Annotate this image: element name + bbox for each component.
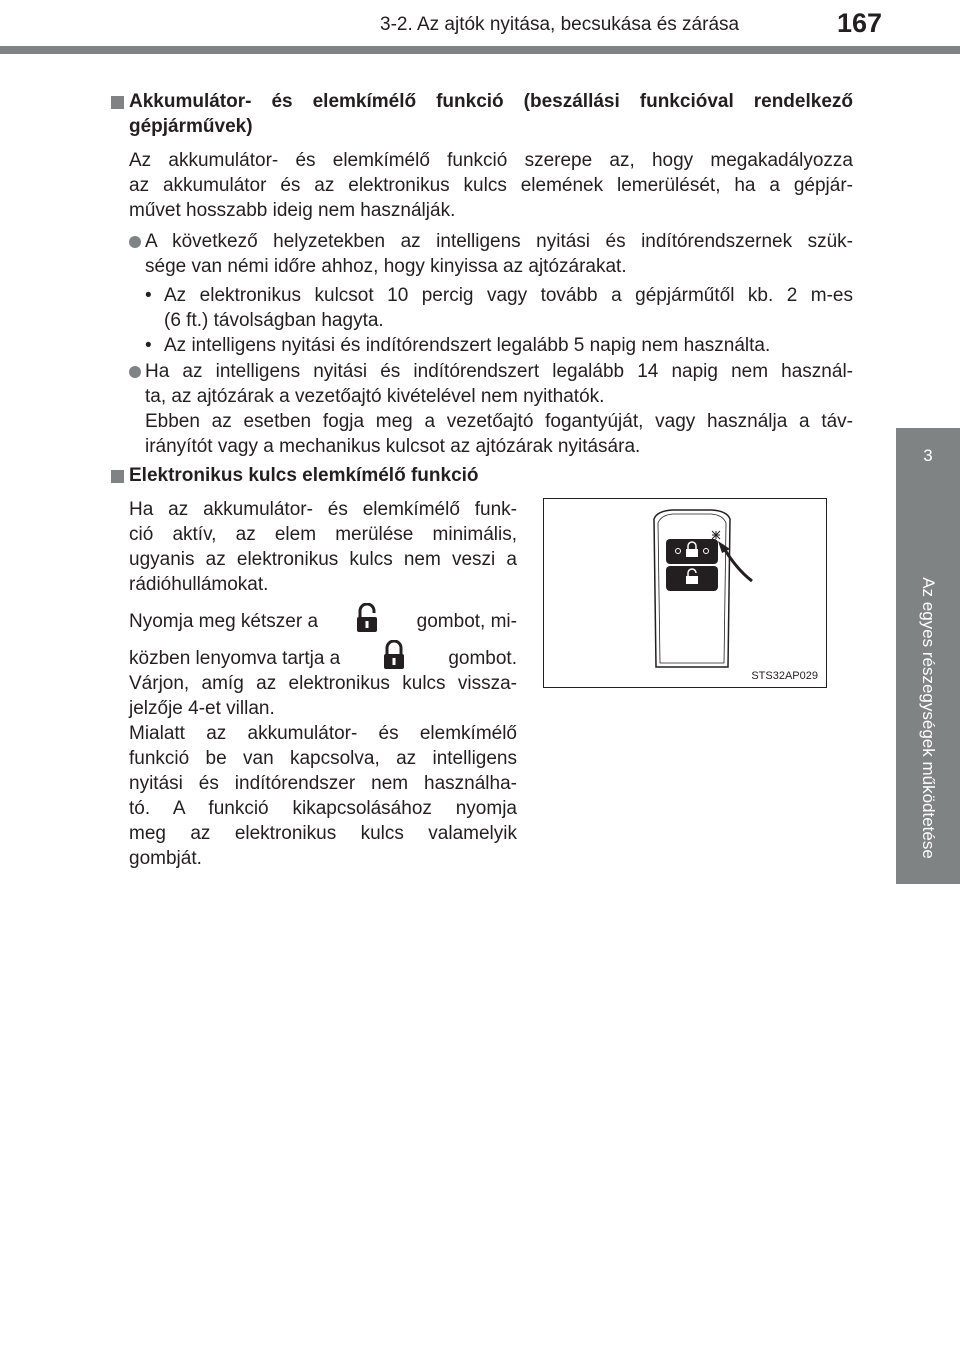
para2-line1 — [129, 603, 517, 640]
page-number: 167 — [837, 8, 883, 38]
para3-line: jelzője 4-et villan. — [129, 698, 275, 719]
sub-bullet-line: (6 ft.) távolságban hagyta. — [164, 310, 384, 331]
point2-line: Ha az intelligens nyitási és indítórendszert legalább 14 napig nem használ- — [145, 361, 853, 382]
para2-text-d: gombot. — [448, 648, 517, 669]
para3-line: Mialatt az akkumulátor- és elemkímélő — [129, 723, 517, 744]
sub-bullet-marker: • — [145, 285, 152, 306]
para3-line: gombját. — [129, 848, 202, 869]
para3-line: meg az elektronikus kulcs valamelyik — [129, 823, 517, 844]
sub-bullet-marker: • — [145, 335, 152, 356]
para1-line: ugyanis az elektronikus kulcs nem veszi a — [129, 549, 517, 570]
section2-heading: Elektronikus kulcs elemkímélő funkció — [129, 465, 479, 486]
para2-text-c: közben lenyomva tartja a — [129, 648, 341, 669]
point2-line: ta, az ajtózárak a vezetőajtó kivételével nem nyithatók. — [145, 386, 605, 407]
para3-line: tó. A funkció kikapcsolásához nyomja — [129, 798, 517, 819]
section1-heading-line2: gépjárművek) — [129, 116, 253, 137]
section-title: 3-2. Az ajtók nyitása, becsukása és zárása — [380, 14, 740, 35]
figure-code: STS32AP029 — [751, 670, 818, 682]
sub-bullet-line: Az intelligens nyitási és indítórendszert legalább 5 napig nem használta. — [164, 335, 771, 356]
para1-line: ció aktív, az elem merülése minimális, — [129, 524, 517, 545]
intro-line: az akkumulátor és az elektronikus kulcs elemének lemerülését, ha a gépjár- — [129, 175, 853, 196]
point1-line: sége van némi időre ahhoz, hogy kinyissa az ajtózárakat. — [145, 256, 627, 277]
point-bullet-dot — [129, 366, 141, 378]
heading-square-marker — [111, 470, 124, 483]
para2-text-b: gombot, mi- — [416, 611, 517, 632]
para3-line: Várjon, amíg az elektronikus kulcs vissza- — [129, 673, 517, 694]
electronic-key-illustration — [544, 499, 826, 687]
intro-line: művet hosszabb ideig nem használják. — [129, 200, 456, 221]
point-bullet-dot — [129, 236, 141, 248]
unlock-icon — [355, 603, 379, 640]
intro-line: Az akkumulátor- és elemkímélő funkció szerepe az, hogy megakadályozza — [129, 150, 853, 171]
header-rule — [0, 46, 960, 54]
point1-line: A következő helyzetekben az intelligens nyitási és indítórendszernek szük- — [145, 231, 853, 252]
para3-line: funkció be van kapcsolva, az intelligens — [129, 748, 517, 769]
sub-bullet-line: Az elektronikus kulcsot 10 percig vagy tovább a gépjárműtől kb. 2 m-es — [164, 285, 853, 306]
point2-line: Ebben az esetben fogja meg a vezetőajtó fogantyúját, vagy használja a táv- — [145, 411, 853, 432]
chapter-title: Az egyes részegységek működtetése — [919, 577, 938, 859]
para2-text-a: Nyomja meg kétszer a — [129, 611, 319, 632]
chapter-side-tab — [896, 428, 960, 884]
para1-line: Ha az akkumulátor- és elemkímélő funk- — [129, 499, 517, 520]
para3-line: nyitási és indítórendszer nem használha- — [129, 773, 517, 794]
para1-line: rádióhullámokat. — [129, 574, 269, 595]
heading-square-marker — [111, 96, 124, 109]
point2-line: irányítót vagy a mechanikus kulcsot az ajtózárak nyitására. — [145, 436, 641, 457]
section1-heading-line1: Akkumulátor- és elemkímélő funkció (beszállási funkcióval rendelkező — [129, 91, 853, 112]
chapter-number: 3 — [923, 446, 933, 465]
electronic-key-figure — [543, 498, 827, 688]
